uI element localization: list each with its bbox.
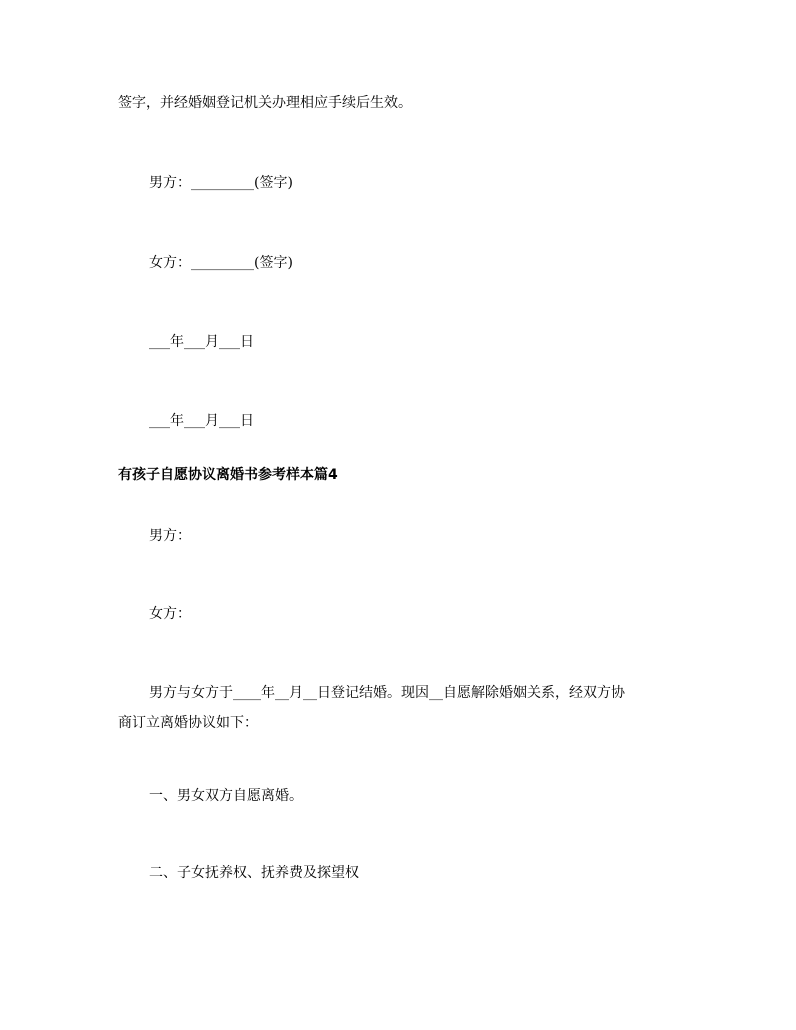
woman-label: 女方：	[149, 606, 191, 622]
date-line: ___年___月___日	[149, 413, 254, 429]
intro-paragraph-line: 商订立离婚协议如下：	[118, 715, 258, 731]
closing-line: 签字，并经婚姻登记机关办理相应手续后生效。	[118, 95, 412, 111]
man-label: 男方：	[149, 528, 191, 544]
clause-item: 一、男女双方自愿离婚。	[149, 788, 303, 804]
woman-signature-line: 女方：_________(签字)	[149, 255, 293, 271]
man-signature-line: 男方：_________(签字)	[149, 175, 293, 191]
section-heading: 有孩子自愿协议离婚书参考样本篇4	[118, 467, 338, 483]
intro-paragraph-line: 男方与女方于____年__月__日登记结婚。现因__自愿解除婚姻关系，经双方协	[149, 685, 625, 701]
date-line: ___年___月___日	[149, 334, 254, 350]
clause-item: 二、子女抚养权、抚养费及探望权	[149, 865, 359, 881]
